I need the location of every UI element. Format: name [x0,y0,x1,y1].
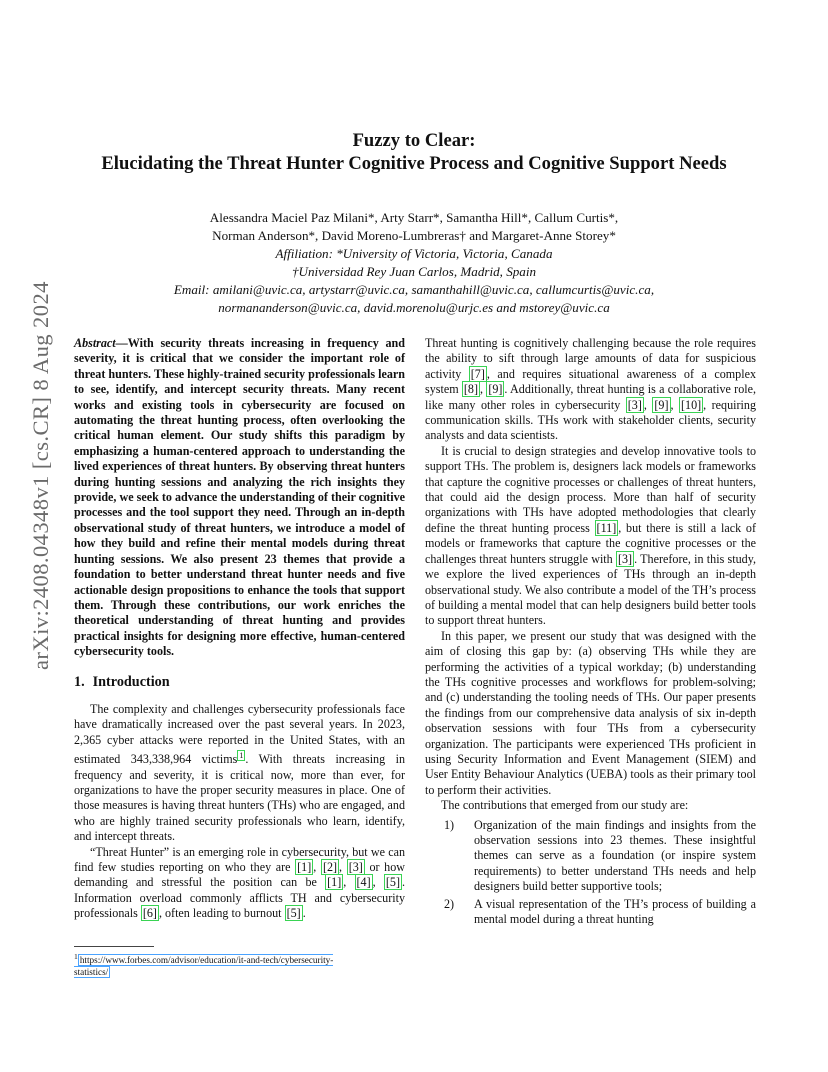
footnote-url-link[interactable] [74,954,333,978]
citation-link[interactable]: [11] [596,520,617,535]
title-line-1: Fuzzy to Clear: [352,130,476,151]
abstract-text: —With security threats increasing in frequency and severity, it is critical that we consider the important role of threat hunters. These highly-trained security professionals learn to see, identify, and intercept security threats. Many recent works and existing tools in cybersecurity are focused on automating the threat hunting process, often overlooking the critical human element. Our study shifts this paradigm by emphasizing a human-centered approach to understanding the lived experiences of threat hunters. By observing threat hunters during hunting sessions and analyzing the rich insights they provide, we seek to advance the understanding of their cognitive processes and the tool support they need. Through an in-depth observational study of threat hunters, we introduce a model of how they build and refine their mental models during threat hunting sessions. We also present 23 themes that provide a foundation to better understand threat hunter needs and five actionable design propositions to enhance the tools that support them. Through these contributions, our work enriches the theoretical understanding of threat hunting and provides practical insights for designing more effective, human-centered cybersecurity tools. [74,336,405,659]
section-number: 1. [74,673,85,690]
paper-title [60,129,768,175]
authors-line-2: Norman Anderson*, David Moreno-Lumbreras† and Margaret-Anne Storey* [212,228,616,243]
citation-link[interactable]: [3] [348,860,363,875]
text-run: The complexity and challenges cybersecurity professionals face have dramatically increased over the past several years. In 2023, 2,365 cyber attacks were reported in the United States, with an estimated 343,338,964 victims [74,701,405,767]
footnote-mark: 1 [74,952,78,961]
text-run: , [343,875,355,890]
citation-link[interactable]: [3] [627,397,642,412]
text-run: , [339,860,347,875]
list-item [425,897,756,928]
authors-line-1: Alessandra Maciel Paz Milani*, Arty Starr*, Samantha Hill*, Callum Curtis*, [209,210,619,225]
footnote-text [74,951,405,978]
text-run: or how demanding and stressful the position can be [74,860,406,890]
citation-link[interactable]: [6] [142,906,157,921]
text-run: . Additionally, threat hunting is a collaborative role, like many other roles in cybersecurity [425,382,757,412]
text-run: , and requires situational awareness of a complex system [425,366,756,397]
footnote-url-part-2: statistics/ [74,967,109,978]
citation-link[interactable]: [1] [297,860,312,875]
text-run: , [670,397,679,412]
text-run: . With threats increasing in frequency and severity, it is critical now, more than ever, for organizations to have the proper security measures in place. One of those measures is having threat hunters (THs) who are engaged, and who are highly trained security professionals who learn, identify, and intercept threats. [74,752,406,844]
list-number: 1) [444,817,455,832]
citation-link[interactable]: [2] [322,860,338,875]
text-run: . Information overload commonly afflicts TH and cybersecurity professionals [74,875,406,921]
affiliation-line-2: †Universidad Rey Juan Carlos, Madrid, Spain [291,264,537,279]
list-text: A visual representation of the TH’s process of building a mental model during a threat hunting [474,896,756,927]
citation-link[interactable]: [1] [327,875,342,890]
citation-link[interactable]: [9] [654,397,669,412]
text-run: , [480,382,487,397]
left-column [74,336,405,922]
title-line-2: Elucidating the Threat Hunter Cognitive Process and Cognitive Support Needs [101,153,727,174]
text-run: . [302,906,306,921]
list-item [425,818,756,895]
citation-link[interactable]: [9] [488,382,503,397]
citation-link[interactable]: [10] [681,397,702,412]
text-run: , but there is still a lack of models or frameworks that capture the cognitive processes or the challenges threat hunters struggle with [425,520,756,566]
author-block [60,209,768,317]
citation-link[interactable]: [7] [470,366,485,381]
citation-link[interactable]: [5] [286,906,301,921]
footnote-marker[interactable]: 1 [239,751,244,761]
text-run: Threat hunting is cognitively challenging because the role requires the ability to sift through large amounts of data for suspicious activity [425,336,756,381]
right-column [425,336,756,929]
text-run: , [313,860,321,875]
citation-link[interactable]: [3] [617,551,633,566]
text-run: It is crucial to design strategies and develop innovative tools to support THs. The problem is, designers lack models or frameworks that capture the cognitive processes or challenges of threat hunters, that could aid the design process. More than half of security organizations with THs have adopted methodologies that clearly define the threat hunting process [425,443,756,535]
footnote-rule [74,946,154,947]
list-number: 2) [444,896,455,911]
contributions-list [425,818,756,928]
list-text: Organization of the main findings and insights from the observation sessions into 23 themes. These insightful themes can serve as a foundation (or inspire system requirements) to better understand THs needs and help designers build better supportive tools; [474,817,756,894]
abstract [74,336,405,660]
text-run: , [643,397,653,412]
email-line-2: normananderson@uvic.ca, david.morenolu@urjc.es and mstorey@uvic.ca [218,300,610,315]
citation-link[interactable]: [4] [356,875,371,890]
section-title: Introduction [92,673,170,690]
right-paragraph-4: The contributions that emerged from our study are: [441,798,689,813]
section-heading-introduction [74,675,405,690]
text-run: “Threat Hunter” is an emerging role in cybersecurity, but we can find few studies reporting on who they are [74,844,405,875]
footnote [74,946,405,978]
text-run: , often leading to burnout [158,906,285,921]
right-paragraph-2 [425,444,756,629]
affiliation-line-1: Affiliation: *University of Victoria, Victoria, Canada [275,246,553,261]
abstract-label: Abstract [74,336,116,350]
email-line-1: Email: amilani@uvic.ca, artystarr@uvic.ca, samanthahill@uvic.ca, callumcurtis@uvic.ca, [173,282,655,297]
arxiv-identifier: arXiv:2408.04348v1 [cs.CR] 8 Aug 2024 [28,281,53,670]
right-paragraph-3: In this paper, we present our study that was designed with the aim of closing this gap by: (a) observing THs while they are performing the activities of a typical workday; (b) understanding the THs cognitive processes and workflows for problem-solving; and (c) understanding the tooling needs of THs. Our paper presents the findings from our comprehensive data analysis of six in-depth observation sessions with four THs from a cybersecurity organization. The participants were experienced THs proficient in using Security Information and Event Management (SIEM) and User Entity Behaviour Analytics (UEBA) tools as their primary tool to perform their activities. [425,628,756,797]
text-run: . Therefore, in this study, we explore the lived experiences of THs through an in-depth observational study. We also contribute a model of the TH’s process of building a mental model that can help designers build better tools to support threat hunters. [425,551,756,628]
intro-paragraph-2 [74,845,405,922]
citation-link[interactable]: [5] [385,875,400,890]
text-run: , requiring communication skills. THs work with stakeholder clients, security analysts and data scientists. [425,397,756,443]
text-run: , [372,875,384,890]
citation-link[interactable]: [8] [463,382,478,397]
footnote-url-part-1: https://www.forbes.com/advisor/education/it-and-tech/cybersecurity- [79,955,334,966]
intro-paragraph-1 [74,702,405,845]
right-paragraph-1 [425,336,756,444]
